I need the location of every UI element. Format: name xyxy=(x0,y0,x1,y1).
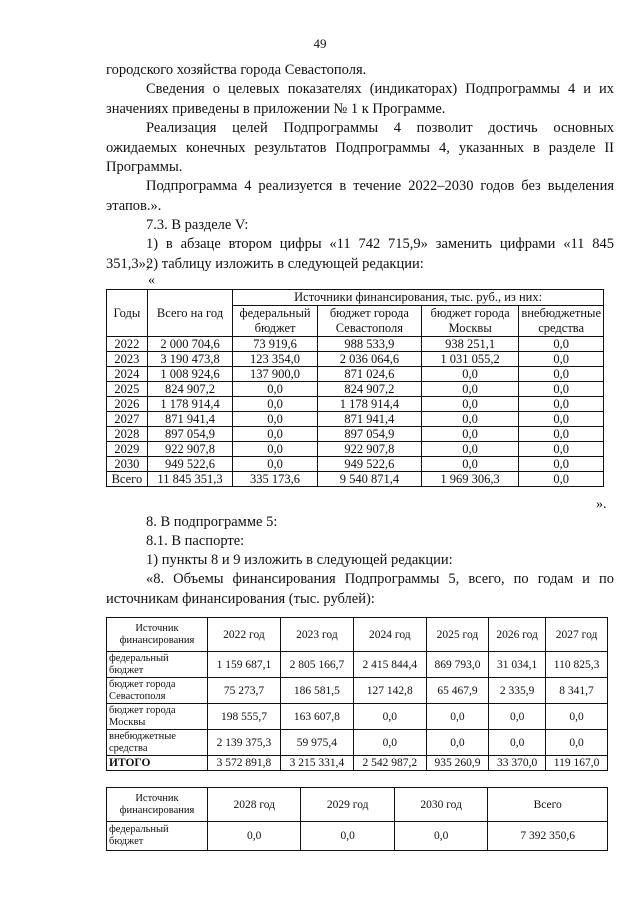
table-cell: 186 581,5 xyxy=(280,678,353,704)
table-cell: 938 251,1 xyxy=(421,337,518,352)
header-years: Годы xyxy=(107,290,148,337)
header-source: Источник финансирования xyxy=(107,788,208,822)
table-cell: 0,0 xyxy=(426,730,488,756)
header-sevastopol-budget: бюджет города Севастополя xyxy=(317,306,421,337)
table-cell: 0,0 xyxy=(546,730,608,756)
paragraph-table-edit: 2) таблицу изложить в следующей редакции: xyxy=(146,256,424,272)
row-label: внебюджетные средства xyxy=(107,730,208,756)
table-cell: 0,0 xyxy=(519,352,604,367)
table-cell: 1 178 914,4 xyxy=(317,397,421,412)
row-label: бюджет города Севастополя xyxy=(107,678,208,704)
quote-open: « xyxy=(148,273,155,288)
total-cell: 33 370,0 xyxy=(489,756,546,771)
page-number: 49 xyxy=(313,36,327,51)
table-cell: 869 793,0 xyxy=(426,652,488,678)
row-label: бюджет города Москвы xyxy=(107,704,208,730)
table-cell: 2 139 375,3 xyxy=(208,730,281,756)
total-cell: 935 260,9 xyxy=(426,756,488,771)
table-row xyxy=(107,822,608,851)
financing-table-subprogram-5-2022-2027 xyxy=(106,617,608,771)
header-year: 2026 год xyxy=(489,618,546,652)
table-cell: 0,0 xyxy=(421,397,518,412)
table-row xyxy=(107,382,604,397)
table-cell: 0,0 xyxy=(519,457,604,472)
header-moscow-budget: бюджет города Москвы xyxy=(421,306,518,337)
table-row xyxy=(107,442,604,457)
table-cell: 922 907,8 xyxy=(317,442,421,457)
paragraph-item-8: «8. Объемы финансирования Подпрограммы 5, всего, по годам и по источникам финансирования (тыс. рублей): xyxy=(106,571,614,607)
total-cell: 119 167,0 xyxy=(546,756,608,771)
total-label: ИТОГО xyxy=(107,756,208,771)
table-cell: 1 031 055,2 xyxy=(421,352,518,367)
table-row xyxy=(107,652,608,678)
table-cell: 988 533,9 xyxy=(317,337,421,352)
paragraph-replace-figures: 1) в абзаце втором цифры «11 742 715,9» заменить цифрами «11 845 351,3»; xyxy=(106,236,614,272)
table-cell: 0,0 xyxy=(394,822,487,851)
header-federal-budget: федеральный бюджет xyxy=(233,306,318,337)
table-row xyxy=(107,352,604,367)
header-total-per-year: Всего на год xyxy=(147,290,232,337)
table-cell: 824 907,2 xyxy=(317,382,421,397)
table-cell: 2024 xyxy=(107,367,148,382)
total-cell: 3 572 891,8 xyxy=(208,756,281,771)
paragraph-section-v: 7.3. В разделе V: xyxy=(146,217,249,233)
paragraph-passport: 8.1. В паспорте: xyxy=(146,533,245,549)
paragraph-city-economy: городского хозяйства города Севастополя. xyxy=(106,62,367,78)
table-cell: 0,0 xyxy=(301,822,394,851)
table-row xyxy=(107,412,604,427)
financing-table-subprogram-4 xyxy=(106,289,604,487)
table-cell: 0,0 xyxy=(353,730,426,756)
table-cell: 2023 xyxy=(107,352,148,367)
table-row xyxy=(107,367,604,382)
table-cell: 897 054,9 xyxy=(147,427,232,442)
table-cell: 897 054,9 xyxy=(317,427,421,442)
table-row xyxy=(107,337,604,352)
table-cell: 198 555,7 xyxy=(208,704,281,730)
table-cell: 123 354,0 xyxy=(233,352,318,367)
table-cell: 11 845 351,3 xyxy=(147,472,232,487)
table-cell: 335 173,6 xyxy=(233,472,318,487)
table-row xyxy=(107,427,604,442)
table-cell: 0,0 xyxy=(519,382,604,397)
table-cell: 0,0 xyxy=(489,704,546,730)
table-cell: 871 941,4 xyxy=(317,412,421,427)
total-row xyxy=(107,756,608,771)
table-cell: 0,0 xyxy=(233,382,318,397)
header-year: Всего xyxy=(488,788,608,822)
table-cell: 0,0 xyxy=(353,704,426,730)
header-year: 2030 год xyxy=(394,788,487,822)
quote-close: ». xyxy=(596,497,607,512)
table-cell: 75 273,7 xyxy=(208,678,281,704)
header-year: 2029 год xyxy=(301,788,394,822)
table-cell: 824 907,2 xyxy=(147,382,232,397)
table-cell: 0,0 xyxy=(233,457,318,472)
header-year: 2028 год xyxy=(208,788,301,822)
table-cell: 1 159 687,1 xyxy=(208,652,281,678)
total-cell: 2 542 987,2 xyxy=(353,756,426,771)
table-cell: 0,0 xyxy=(233,397,318,412)
table-cell: 2029 xyxy=(107,442,148,457)
table-cell: 2025 xyxy=(107,382,148,397)
header-year: 2025 год xyxy=(426,618,488,652)
financing-table-subprogram-5-2028-2030 xyxy=(106,787,608,851)
header-year: 2027 год xyxy=(546,618,608,652)
header-source: Источник финансирования xyxy=(107,618,208,652)
table-cell: 3 190 473,8 xyxy=(147,352,232,367)
table-cell: 922 907,8 xyxy=(147,442,232,457)
table-row xyxy=(107,472,604,487)
table-cell: 2 000 704,6 xyxy=(147,337,232,352)
table-cell: 2028 xyxy=(107,427,148,442)
table-cell: 0,0 xyxy=(421,457,518,472)
header-year: 2022 год xyxy=(208,618,281,652)
table-cell: 0,0 xyxy=(233,412,318,427)
row-label: федеральный бюджет xyxy=(107,822,208,851)
table-cell: 0,0 xyxy=(519,397,604,412)
table-cell: 1 008 924,6 xyxy=(147,367,232,382)
table-cell: 110 825,3 xyxy=(546,652,608,678)
table-cell: 1 969 306,3 xyxy=(421,472,518,487)
header-extrabudgetary: внебюджетные средства xyxy=(519,306,604,337)
table-cell: 0,0 xyxy=(519,337,604,352)
table-cell: 2 415 844,4 xyxy=(353,652,426,678)
table-row xyxy=(107,704,608,730)
table-cell: 7 392 350,6 xyxy=(488,822,608,851)
table-cell: 0,0 xyxy=(489,730,546,756)
table-cell: 31 034,1 xyxy=(489,652,546,678)
table-cell: 0,0 xyxy=(233,442,318,457)
table-cell: 949 522,6 xyxy=(317,457,421,472)
paragraph-items-8-9: 1) пункты 8 и 9 изложить в следующей редакции: xyxy=(146,552,453,568)
table-cell: 0,0 xyxy=(421,427,518,442)
header-year: 2023 год xyxy=(280,618,353,652)
paragraph-indicators: Сведения о целевых показателях (индикаторах) Подпрограммы 4 и их значениях приведены в приложении № 1 к Программе. xyxy=(106,81,614,117)
table-cell: 871 941,4 xyxy=(147,412,232,427)
total-cell: 3 215 331,4 xyxy=(280,756,353,771)
table-cell: 2026 xyxy=(107,397,148,412)
table-cell: 163 607,8 xyxy=(280,704,353,730)
table-cell: 2 805 166,7 xyxy=(280,652,353,678)
table-cell: 59 975,4 xyxy=(280,730,353,756)
paragraph-subprogram-5: 8. В подпрограмме 5: xyxy=(146,514,278,530)
table-row xyxy=(107,397,604,412)
header-year: 2024 год xyxy=(353,618,426,652)
table-cell: 0,0 xyxy=(421,412,518,427)
table-cell: 127 142,8 xyxy=(353,678,426,704)
table-cell: 2030 xyxy=(107,457,148,472)
table-cell: 0,0 xyxy=(208,822,301,851)
table-cell: 949 522,6 xyxy=(147,457,232,472)
table-cell: 137 900,0 xyxy=(233,367,318,382)
table-cell: 0,0 xyxy=(546,704,608,730)
table-cell: 9 540 871,4 xyxy=(317,472,421,487)
table-row xyxy=(107,457,604,472)
table-cell: Всего xyxy=(107,472,148,487)
row-label: федеральный бюджет xyxy=(107,652,208,678)
table-cell: 1 178 914,4 xyxy=(147,397,232,412)
table-cell: 0,0 xyxy=(421,367,518,382)
table-cell: 2 335,9 xyxy=(489,678,546,704)
table-cell: 871 024,6 xyxy=(317,367,421,382)
table-cell: 0,0 xyxy=(421,442,518,457)
table-cell: 0,0 xyxy=(519,472,604,487)
paragraph-results: Реализация целей Подпрограммы 4 позволит достичь основных ожидаемых конечных результатов Подпрограммы 4, указанных в разделе II Программы. xyxy=(106,120,614,175)
table-cell: 0,0 xyxy=(519,427,604,442)
table-cell: 0,0 xyxy=(519,412,604,427)
table-cell: 2022 xyxy=(107,337,148,352)
table-cell: 0,0 xyxy=(519,442,604,457)
table-row xyxy=(107,678,608,704)
table-cell: 0,0 xyxy=(426,704,488,730)
table-cell: 0,0 xyxy=(421,382,518,397)
table-row xyxy=(107,730,608,756)
table-cell: 2 036 064,6 xyxy=(317,352,421,367)
header-sources: Источники финансирования, тыс. руб., из них: xyxy=(233,290,604,306)
table-cell: 0,0 xyxy=(519,367,604,382)
table-cell: 0,0 xyxy=(233,427,318,442)
table-cell: 8 341,7 xyxy=(546,678,608,704)
table-cell: 2027 xyxy=(107,412,148,427)
table-cell: 65 467,9 xyxy=(426,678,488,704)
table-cell: 73 919,6 xyxy=(233,337,318,352)
paragraph-period: Подпрограмма 4 реализуется в течение 2022–2030 годов без выделения этапов.». xyxy=(106,178,614,214)
